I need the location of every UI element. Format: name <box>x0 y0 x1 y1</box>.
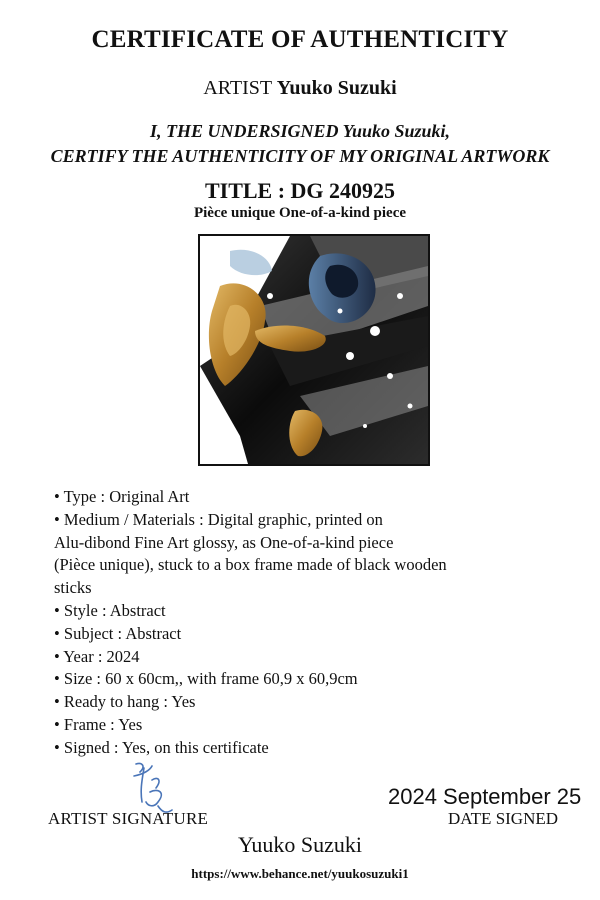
artwork-image <box>198 234 430 466</box>
certification-statement-line2: CERTIFY THE AUTHENTICITY OF MY ORIGINAL ARTWORK <box>50 146 550 166</box>
details-line: • Medium / Materials : Digital graphic, printed on <box>54 509 383 529</box>
certificate-title: CERTIFICATE OF AUTHENTICITY <box>91 26 509 53</box>
artwork-title: TITLE : DG 240925 <box>204 178 396 203</box>
details-line: (Pièce unique), stuck to a box frame made of black wooden <box>54 555 447 575</box>
date-signed-label: DATE SIGNED <box>448 809 559 828</box>
details-line: Alu-dibond Fine Art glossy, as One-of-a-kind piece <box>54 532 394 552</box>
details-line: • Subject : Abstract <box>54 623 182 643</box>
certification-statement-line1: I, THE UNDERSIGNED Yuuko Suzuki, <box>149 121 451 141</box>
details-line: • Signed : Yes, on this certificate <box>54 737 269 757</box>
details-line: • Ready to hang : Yes <box>54 692 196 712</box>
artist-name-footer: Yuuko Suzuki <box>237 832 363 857</box>
abstract-artwork-graphic <box>200 236 428 464</box>
details-line: • Style : Abstract <box>54 600 166 620</box>
artist-signature-label: ARTIST SIGNATURE <box>48 809 209 828</box>
artist-label: ARTIST <box>203 77 272 99</box>
artist-line <box>0 77 600 100</box>
details-line: • Year : 2024 <box>54 646 140 666</box>
artist-website-link[interactable]: https://www.behance.net/yuukosuzuki1 <box>191 866 409 881</box>
details-line: sticks <box>54 578 92 598</box>
date-signed-value: 2024 September 25 <box>388 784 582 809</box>
artwork-details-list <box>54 486 574 760</box>
details-line: • Frame : Yes <box>54 714 143 734</box>
details-line: • Size : 60 x 60cm,, with frame 60,9 x 60,9cm <box>54 669 358 689</box>
artwork-subtitle: Pièce unique One-of-a-kind piece <box>193 205 407 221</box>
artist-name-header: Yuuko Suzuki <box>276 77 397 99</box>
details-line: • Type : Original Art <box>54 487 190 506</box>
